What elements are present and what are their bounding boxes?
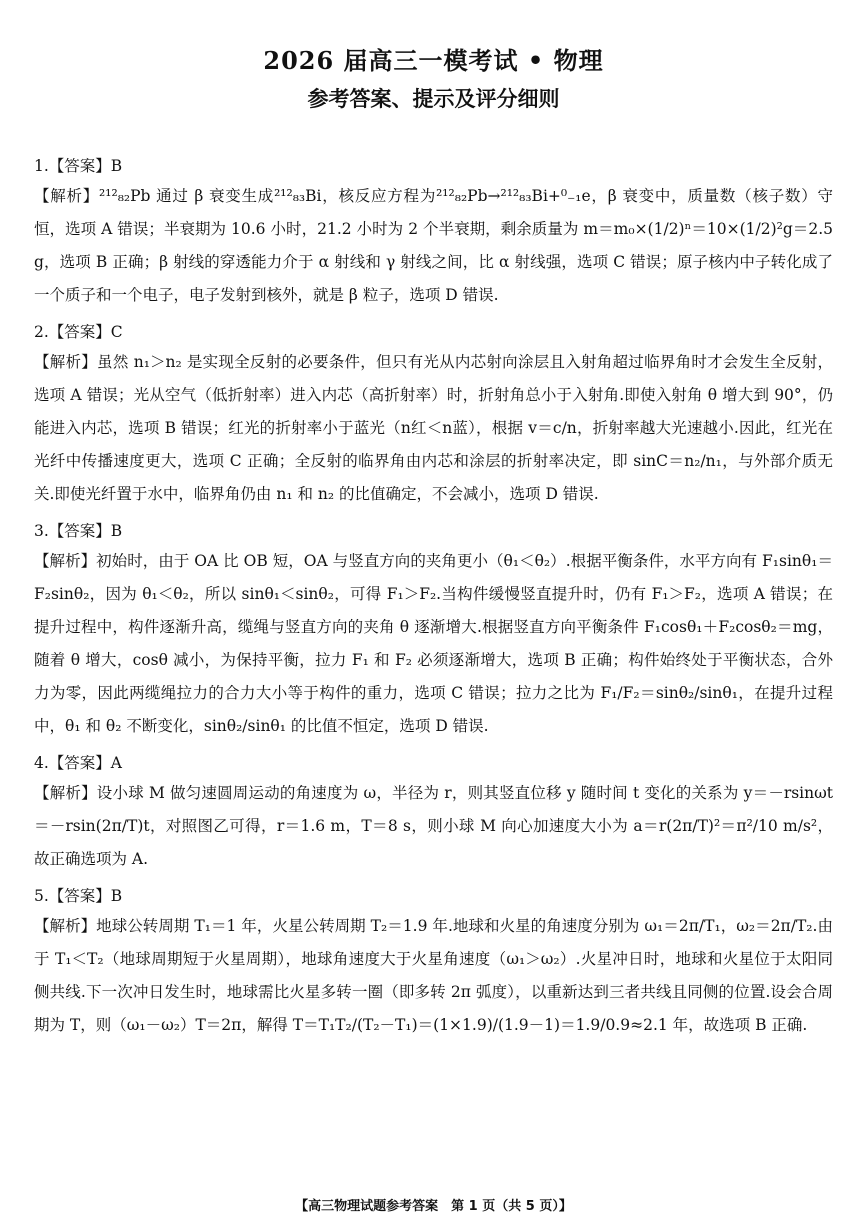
page-title: 2026 届高三一模考试 • 物理	[263, 46, 604, 75]
answer-line: 5.【答案】B	[34, 887, 123, 905]
page-subtitle: 参考答案、提示及评分细则	[307, 86, 560, 111]
answer-line: 3.【答案】B	[34, 522, 123, 540]
analysis-text: 【解析】初始时，由于 OA 比 OB 短，OA 与竖直方向的夹角更小（θ₁＜θ₂）.根据平衡条件，水平方向有 F₁sinθ₁＝F₂sinθ₂，因为 θ₁＜θ₂，所以 sinθ₁＜sinθ₂，可得 F₁＞F₂.当构件缓慢竖直提升时，仍有 F₁＞F₂，选项 A 错误；在提升过程中，构件逐渐升高，缆绳与竖直方向的夹角 θ 逐渐增大.根据竖直方向平衡条件 F₁cosθ₁＋F₂cosθ₂＝mg，随着 θ 增大，cosθ 减小，为保持平衡，拉力 F₁ 和 F₂ 必须逐渐增大，选项 B 正确；构件始终处于平衡状态，合外力为零，因此两缆绳拉力的合力大小等于构件的重力，选项 C 错误；拉力之比为 F₁/F₂＝sinθ₂/sinθ₁，在提升过程中，θ₁ 和 θ₂ 不断变化，sinθ₂/sinθ₁ 的比值不恒定，选项 D 错误.	[34, 552, 833, 735]
page-footer: 【高三物理试题参考答案 第 1 页（共 5 页）】	[295, 1199, 572, 1214]
question-item-5	[34, 882, 833, 1042]
answer-list	[34, 152, 833, 1042]
question-item-1	[34, 152, 833, 312]
analysis-text: 【解析】²¹²₈₂Pb 通过 β 衰变生成²¹²₈₃Bi，核反应方程为²¹²₈₂Pb→²¹²₈₃Bi+⁰₋₁e，β 衰变中，质量数（核子数）守恒，选项 A 错误；半衰期为 10.6 小时，21.2 小时为 2 个半衰期，剩余质量为 m＝m₀×(1/2)ⁿ＝10×(1/2)²g＝2.5 g，选项 B 正确；β 射线的穿透能力介于 α 射线和 γ 射线之间，比 α 射线强，选项 C 错误；原子核内中子转化成了一个质子和一个电子，电子发射到核外，就是 β 粒子，选项 D 错误.	[34, 187, 833, 304]
answer-line: 1.【答案】B	[34, 157, 123, 175]
answer-line: 4.【答案】A	[34, 754, 122, 772]
question-item-3	[34, 517, 833, 743]
question-item-2	[34, 318, 833, 511]
analysis-text: 【解析】设小球 M 做匀速圆周运动的角速度为 ω，半径为 r，则其竖直位移 y 随时间 t 变化的关系为 y＝－rsinωt＝－rsin(2π/T)t，对照图乙可得，r＝1.6 m，T＝8 s，则小球 M 向心加速度大小为 a＝r(2π/T)²＝π²/10 m/s²，故正确选项为 A.	[34, 784, 833, 868]
answer-line: 2.【答案】C	[34, 323, 123, 341]
question-item-4	[34, 749, 833, 876]
analysis-text: 【解析】虽然 n₁＞n₂ 是实现全反射的必要条件，但只有光从内芯射向涂层且入射角超过临界角时才会发生全反射，选项 A 错误；光从空气（低折射率）进入内芯（高折射率）时，折射角总小于入射角.即使入射角 θ 增大到 90°，仍能进入内芯，选项 B 错误；红光的折射率小于蓝光（n红＜n蓝），根据 v＝c/n，折射率越大光速越小.因此，红光在光纤中传播速度更大，选项 C 正确；全反射的临界角由内芯和涂层的折射率决定，即 sinC＝n₂/n₁，与外部介质无关.即使光纤置于水中，临界角仍由 n₁ 和 n₂ 的比值确定，不会减小，选项 D 错误.	[34, 353, 833, 503]
analysis-text: 【解析】地球公转周期 T₁＝1 年，火星公转周期 T₂＝1.9 年.地球和火星的角速度分别为 ω₁＝2π/T₁，ω₂＝2π/T₂.由于 T₁＜T₂（地球周期短于火星周期），地球角速度大于火星角速度（ω₁＞ω₂）.火星冲日时，地球和火星位于太阳同侧共线.下一次冲日发生时，地球需比火星多转一圈（即多转 2π 弧度），以重新达到三者共线且同侧的位置.设会合周期为 T，则（ω₁－ω₂）T＝2π，解得 T＝T₁T₂/(T₂－T₁)＝(1×1.9)/(1.9－1)＝1.9/0.9≈2.1 年，故选项 B 正确.	[34, 917, 833, 1034]
